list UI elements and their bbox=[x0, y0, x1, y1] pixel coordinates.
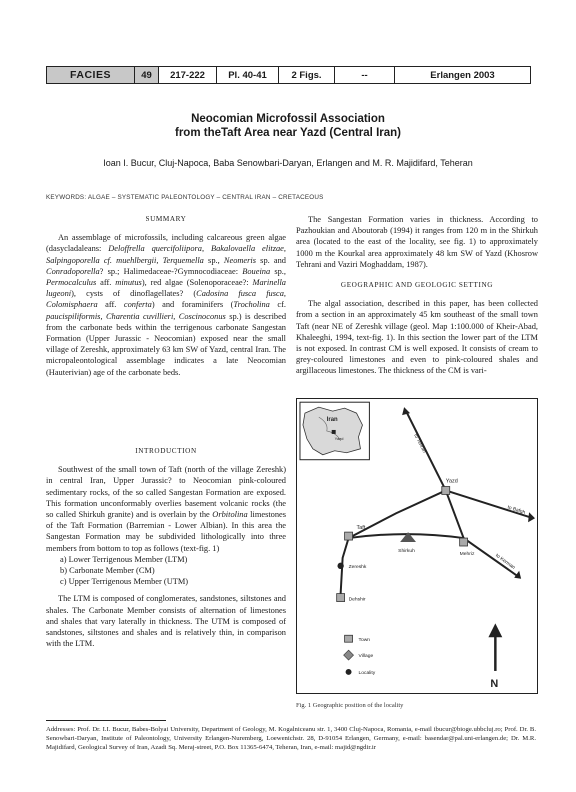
iran-inset bbox=[300, 402, 369, 460]
town-marker-taft bbox=[345, 532, 353, 540]
paper-title-line-1: Neocomian Microfossil Association bbox=[191, 113, 385, 125]
town-marker-mehriz bbox=[460, 538, 468, 546]
town-marker-yazd bbox=[442, 486, 450, 494]
empty-cell: -- bbox=[335, 67, 395, 83]
town-marker-dehshir bbox=[337, 594, 345, 602]
summary-heading: SUMMARY bbox=[145, 215, 187, 223]
list-item: a) Lower Terrigenous Member (LTM) bbox=[60, 554, 188, 564]
setting-paragraph: The algal association, described in this paper, has been collected from a section in an approximately 45 km southeast of the small town Taft (near NE of Zereshk village (geol. Map 1:100.000 of Kheir-Abad, Khaleeghi, 1994, text-fig. 1). In this section the lower part of the LTM is not exposed. In contrast CM is well exposed. It consists of cream to grey-coloured limestones and even to pink-coloured shales and argillaceous limestones. The thickness of the CM is vari- bbox=[296, 299, 538, 376]
setting-heading: GEOGRAPHIC AND GEOLOGIC SETTING bbox=[340, 281, 494, 290]
inset-country-label: Iran bbox=[326, 417, 338, 424]
location-map bbox=[296, 398, 538, 694]
journal-header-bar bbox=[46, 66, 531, 84]
member-list bbox=[46, 554, 286, 588]
list-item: b) Carbonate Member (CM) bbox=[60, 566, 155, 576]
road-label-kerman: to Kerman bbox=[494, 553, 516, 571]
figure-caption: Fig. 1 Geographic position of the locality bbox=[296, 702, 404, 709]
figures-count: 2 Figs. bbox=[279, 67, 335, 83]
authors: Ioan I. Bucur, Cluj-Napoca, Baba Senowbari-Daryan, Erlangen and M. R. Majidifard, Teheran bbox=[103, 158, 473, 168]
road-label-tehran: to Tehran bbox=[412, 433, 427, 454]
place-label-shirkuh: Shirkuh bbox=[398, 548, 415, 554]
footnote-divider bbox=[46, 720, 166, 721]
map-legend bbox=[344, 635, 376, 676]
legend-town: Town bbox=[358, 638, 371, 644]
introduction-section bbox=[46, 446, 286, 649]
place-label-dehshir: Dehshir bbox=[348, 597, 366, 603]
place-label-mehriz: Mehriz bbox=[459, 551, 475, 557]
inset-city-label: Yazd bbox=[334, 435, 344, 441]
journal-name: FACIES bbox=[47, 67, 135, 83]
road-label-bafgh: to Bafgh bbox=[506, 505, 526, 516]
north-arrow-icon bbox=[488, 623, 502, 689]
legend-village: Village bbox=[358, 654, 374, 660]
place-year: Erlangen 2003 bbox=[430, 69, 495, 81]
introduction-heading: INTRODUCTION bbox=[135, 447, 197, 455]
map-svg bbox=[297, 399, 537, 693]
journal-volume: 49 bbox=[135, 67, 159, 83]
locality-marker bbox=[337, 563, 343, 569]
keywords: KEYWORDS: ALGAE – SYSTEMATIC PALEONTOLOGY – CENTRAL IRAN – CRETACEOUS bbox=[46, 194, 324, 201]
list-item: c) Upper Terrigenous Member (UTM) bbox=[60, 577, 189, 587]
place-label-zereshk: Zereshk bbox=[348, 564, 367, 570]
place-label-taft: Taft bbox=[356, 525, 366, 532]
right-column-text bbox=[296, 214, 538, 377]
place-label-yazd: Yazd bbox=[445, 478, 458, 485]
road-yazd-dehshir bbox=[341, 490, 446, 593]
arrow-icon bbox=[402, 407, 410, 415]
north-label: N bbox=[490, 677, 499, 690]
plates-count: Pl. 40-41 bbox=[217, 67, 279, 83]
summary-section bbox=[46, 214, 286, 378]
introduction-paragraph-2: The LTM is composed of conglomerates, sandstones, siltstones and shales. The Carbonate Member consists of alternation of limestones and shales that vary laterally in thickness. The UTM is composed of sandstones, siltstones and shales and is relatively thin, in comparison with the LTM. bbox=[46, 594, 286, 649]
sangestan-paragraph: The Sangestan Formation varies in thickness. According to Pazhoukian and Aboutorab (1994) it ranges from 120 m in the Shirkuh area (located to the east of the locality, see fig. 1) to approximately 1000 m the Kourkal area approximately 48 km SW of Yazd (Khosrow Tehrani and Vaziri Moghaddam, 1987). bbox=[296, 215, 538, 269]
summary-text: An assemblage of microfossils, including calcareous green algae (dasycladaleans: Deloffrella quercifoliipora, Bakalovaella elitzae, Salpingoporella cf. muehlbergii, Terquemella sp., Neomeris sp. and Conradoporella? sp.; Halimedaceae-?Gymnocodiaceae: Boueina sp., Permocalculus aff. minutus), red algae (Solenoporaceae?: Marinella lugeoni), cysts of dinoflagellates? (Cadosina fusca fusca, Colomisphaera aff. conferta) and foraminifers (Trocholina cf. paucispiliformis, Charentia cuvillieri, Coscinoconus sp.) is described from the carbonate beds within the terrigenous carbonate Sangestan Formation (Upper Jurassic - Neocomian) exposed near the small village of Zereshk, approximately 63 km SW of Yazd, central Iran. The micropaleontological assemblage indicates a late Neocomian (Hauterivian) age of the carbonate beds. bbox=[46, 233, 287, 377]
legend-locality: Locality bbox=[358, 670, 376, 676]
introduction-paragraph-1: Southwest of the small town of Taft (north of the village Zereshk) in central Iran, Upper Jurassic? to Neocomian pink-coloured sedimentary rocks, of the so called Sangestan Formation are exposed. This formation unconformably overlies basement volcanic rocks (the so called Shirkuh granite) and is overlain by the Orbitolina limestones of the Taft Formation (Barremian - Lower Albian). In this area the Sangestan Formation may be subdivided lithologically into three members from bottom to top as follows (text-fig. 1) bbox=[46, 465, 287, 553]
arrow-icon bbox=[528, 512, 535, 522]
page-range: 217-222 bbox=[159, 67, 217, 83]
paper-title-line-2: from theTaft Area near Yazd (Central Iran) bbox=[174, 127, 401, 139]
author-addresses: Addresses: Prof. Dr. I.I. Bucur, Babes-Bolyai University, Department of Geology, M. Kogalniceanu str. 1, 3400 Cluj-Napoca, Romania, e-mail ibucur@bioge.ubbcluj.ro; Prof. Dr. B. Senowbari-Daryan, Institute of Paleontology, University Erlangen-Nuremberg, Loewenichstr. 28, D-91054 Erlangen, Germany, e-mail: basendar@pal.uni-erlangen.de; Dr. M.R. Majidifard, Geological Survey of Iran, Azadi Sq. Meraj-street, P.O. Box 11365-6474, Teheran, Iran, e-mail: majid@ngdir.ir bbox=[46, 726, 536, 752]
